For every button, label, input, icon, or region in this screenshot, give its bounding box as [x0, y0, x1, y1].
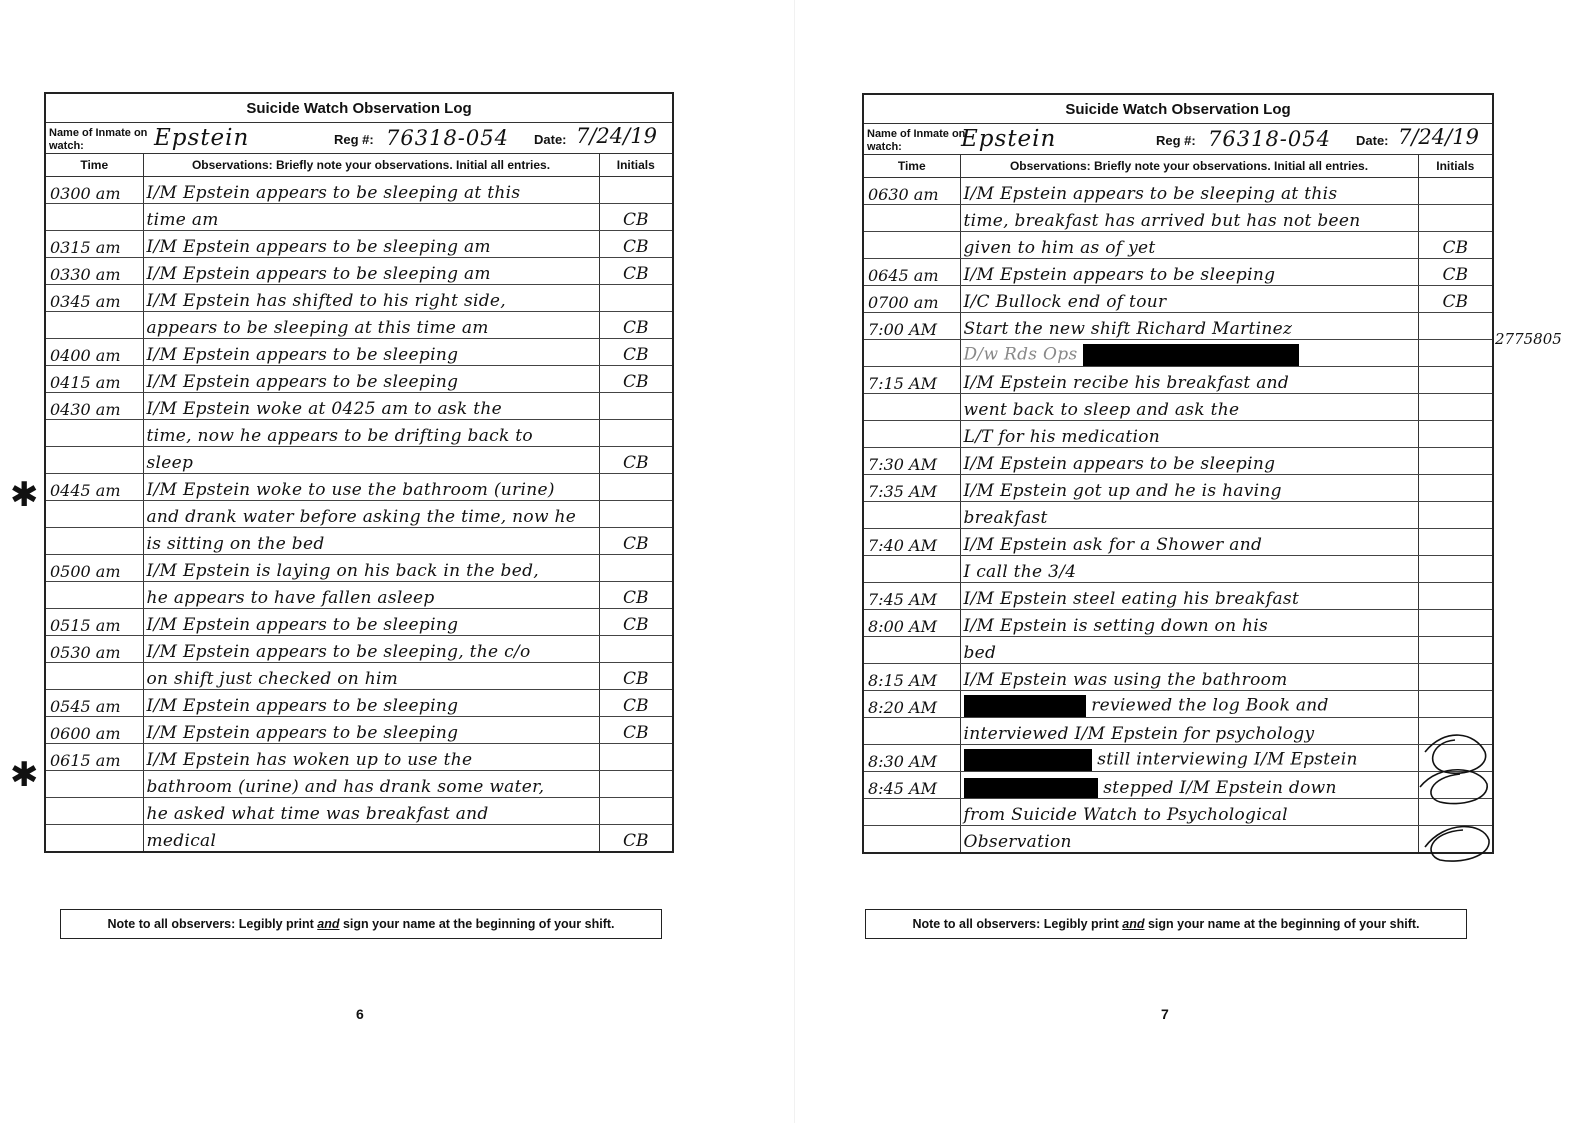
- log-row: [45, 744, 673, 771]
- entry-initials: [599, 771, 673, 798]
- entry-initials: [1418, 691, 1493, 718]
- log-row: [45, 582, 673, 609]
- entry-observation: I/M Epstein woke at 0425 am to ask the: [143, 393, 599, 420]
- entry-observation: went back to sleep and ask the: [960, 394, 1418, 421]
- log-row: [45, 528, 673, 555]
- log-row: [863, 232, 1493, 259]
- entry-observation: from Suicide Watch to Psychological: [960, 799, 1418, 826]
- observer-note: [865, 909, 1467, 939]
- entry-initials: [599, 393, 673, 420]
- entry-initials: CB: [599, 366, 673, 393]
- log-row: [45, 825, 673, 853]
- entry-observation: sleep: [143, 447, 599, 474]
- entry-time: [863, 205, 960, 232]
- entry-initials: [1418, 529, 1493, 556]
- entry-initials: [1418, 664, 1493, 691]
- log-row: [863, 367, 1493, 394]
- entry-observation: medical: [143, 825, 599, 853]
- inmate-name-value: Epstein: [154, 125, 250, 151]
- log-page-right: [795, 0, 1590, 1123]
- entry-observation: time, now he appears to be drifting back to: [143, 420, 599, 447]
- entry-observation: on shift just checked on him: [143, 663, 599, 690]
- entry-observation: I/M Epstein appears to be sleeping: [143, 717, 599, 744]
- entry-time: 0300 am: [45, 177, 143, 204]
- reg-number-value: 76318-054: [1208, 127, 1331, 151]
- page-number: 6: [356, 1006, 364, 1022]
- entry-initials: CB: [599, 690, 673, 717]
- log-row: [863, 178, 1493, 205]
- entry-time: 0345 am: [45, 285, 143, 312]
- entry-time: [45, 312, 143, 339]
- entry-observation: interviewed I/M Epstein for psychology: [960, 718, 1418, 745]
- entry-initials: [1418, 502, 1493, 529]
- entry-observation: I/M Epstein appears to be sleeping at this: [143, 177, 599, 204]
- inmate-header-row: [863, 124, 1493, 155]
- entry-observation: I/M Epstein appears to be sleeping: [960, 448, 1418, 475]
- log-row: [863, 313, 1493, 340]
- signature-scribbles: [1405, 722, 1497, 872]
- entry-observation: I/M Epstein was using the bathroom: [960, 664, 1418, 691]
- entry-time: [45, 204, 143, 231]
- entry-initials: CB: [599, 258, 673, 285]
- note-text-and: and: [317, 917, 340, 931]
- entry-observation: I/C Bullock end of tour: [960, 286, 1418, 313]
- entry-time: 0515 am: [45, 609, 143, 636]
- entry-time: [45, 798, 143, 825]
- entry-initials: CB: [599, 582, 673, 609]
- inmate-header-row: [45, 123, 673, 154]
- entry-observation: I/M Epstein has woken up to use the: [143, 744, 599, 771]
- log-row: [863, 664, 1493, 691]
- entry-time: [45, 771, 143, 798]
- log-row: [45, 447, 673, 474]
- entry-observation: L/T for his medication: [960, 421, 1418, 448]
- entry-time: 8:15 AM: [863, 664, 960, 691]
- entry-initials: [599, 285, 673, 312]
- entry-observation: I/M Epstein recibe his breakfast and: [960, 367, 1418, 394]
- entry-observation: he appears to have fallen asleep: [143, 582, 599, 609]
- entry-time: [45, 663, 143, 690]
- entry-time: [45, 825, 143, 853]
- form-title: Suicide Watch Observation Log: [45, 93, 673, 123]
- entry-time: [863, 394, 960, 421]
- redaction-block: [1083, 344, 1299, 366]
- log-row: [45, 609, 673, 636]
- entry-time: 7:40 AM: [863, 529, 960, 556]
- inmate-name-label: Name of Inmate on watch:: [867, 128, 966, 153]
- margin-asterisk-0445: ✱: [10, 475, 39, 515]
- entry-observation-redacted: [960, 340, 1418, 367]
- log-row: [863, 205, 1493, 232]
- entry-time: 8:00 AM: [863, 610, 960, 637]
- entry-observation: D/w Rds Ops: [963, 344, 1078, 365]
- log-row: [863, 772, 1493, 799]
- date-label: Date:: [534, 132, 567, 147]
- entry-initials: [1418, 178, 1493, 205]
- entry-observation: given to him as of yet: [960, 232, 1418, 259]
- date-value: 7/24/19: [576, 124, 657, 148]
- entry-initials: CB: [599, 231, 673, 258]
- margin-asterisk-0615: ✱: [10, 755, 39, 795]
- observation-log-table-right: [862, 93, 1494, 854]
- note-text-post: sign your name at the beginning of your shift.: [1144, 917, 1420, 931]
- inmate-name-label: Name of Inmate on watch:: [49, 127, 148, 152]
- log-row: [863, 583, 1493, 610]
- entry-observation: I/M Epstein has shifted to his right side,: [143, 285, 599, 312]
- entry-time: [45, 582, 143, 609]
- entry-initials: CB: [1418, 232, 1493, 259]
- observation-log-table-left: [44, 92, 674, 853]
- reg-number-label: Reg #:: [1156, 133, 1196, 148]
- log-row: [863, 259, 1493, 286]
- entry-observation: Start the new shift Richard Martinez: [960, 313, 1418, 340]
- entry-time: 0645 am: [863, 259, 960, 286]
- redaction-block: [964, 778, 1098, 798]
- entry-time: 0530 am: [45, 636, 143, 663]
- entry-initials: CB: [599, 528, 673, 555]
- log-row: [45, 771, 673, 798]
- log-row: [45, 312, 673, 339]
- page-number: 7: [1161, 1006, 1169, 1022]
- entry-initials: [1418, 205, 1493, 232]
- log-row: [863, 637, 1493, 664]
- log-row: [863, 421, 1493, 448]
- log-row: [863, 529, 1493, 556]
- entry-initials: [1418, 313, 1493, 340]
- entry-time: [45, 420, 143, 447]
- log-row: [863, 745, 1493, 772]
- entry-observation: time am: [143, 204, 599, 231]
- entry-observation: time, breakfast has arrived but has not been: [960, 205, 1418, 232]
- date-value: 7/24/19: [1398, 125, 1479, 149]
- margin-handwritten-number: 2775805: [1495, 330, 1562, 348]
- log-row: [45, 366, 673, 393]
- log-row: [863, 826, 1493, 854]
- entry-observation: I/M Epstein appears to be sleeping am: [143, 231, 599, 258]
- log-row: [45, 420, 673, 447]
- entry-time: 0630 am: [863, 178, 960, 205]
- log-row: [45, 636, 673, 663]
- entry-initials: [1418, 556, 1493, 583]
- entry-observation-redacted: [960, 772, 1418, 799]
- column-header-initials: Initials: [599, 154, 673, 177]
- entry-time: [863, 799, 960, 826]
- log-row: [863, 556, 1493, 583]
- log-row: [45, 798, 673, 825]
- entry-time: 7:00 AM: [863, 313, 960, 340]
- log-row: [863, 502, 1493, 529]
- entry-time: 8:30 AM: [863, 745, 960, 772]
- log-row: [863, 718, 1493, 745]
- log-row: [45, 339, 673, 366]
- entry-initials: CB: [599, 339, 673, 366]
- column-header-time: Time: [863, 155, 960, 178]
- log-row: [45, 258, 673, 285]
- entry-observation: I/M Epstein woke to use the bathroom (urine): [143, 474, 599, 501]
- entry-observation: is sitting on the bed: [143, 528, 599, 555]
- entry-observation: appears to be sleeping at this time am: [143, 312, 599, 339]
- entry-observation: stepped I/M Epstein down: [1103, 777, 1337, 798]
- log-row: [45, 285, 673, 312]
- entry-observation: I/M Epstein ask for a Shower and: [960, 529, 1418, 556]
- entry-initials: [599, 636, 673, 663]
- entry-time: [863, 421, 960, 448]
- entry-time: [863, 340, 960, 367]
- entry-observation: bathroom (urine) and has drank some water,: [143, 771, 599, 798]
- entry-initials: [599, 420, 673, 447]
- log-row: [45, 555, 673, 582]
- entry-time: [863, 637, 960, 664]
- entry-time: 0700 am: [863, 286, 960, 313]
- entry-initials: CB: [599, 663, 673, 690]
- entry-time: 0445 am: [45, 474, 143, 501]
- entry-observation: he asked what time was breakfast and: [143, 798, 599, 825]
- entry-initials: [599, 474, 673, 501]
- entry-time: 0500 am: [45, 555, 143, 582]
- entry-time: 0615 am: [45, 744, 143, 771]
- entry-time: [45, 528, 143, 555]
- redaction-block: [964, 749, 1092, 771]
- entry-time: 0600 am: [45, 717, 143, 744]
- entry-initials: CB: [599, 312, 673, 339]
- log-row: [45, 204, 673, 231]
- log-row: [45, 663, 673, 690]
- entry-observation: I/M Epstein is setting down on his: [960, 610, 1418, 637]
- log-row: [863, 691, 1493, 718]
- log-row: [863, 340, 1493, 367]
- form-title: Suicide Watch Observation Log: [863, 94, 1493, 124]
- entry-observation: bed: [960, 637, 1418, 664]
- log-rows-right: [863, 178, 1493, 854]
- entry-time: 0330 am: [45, 258, 143, 285]
- entry-initials: CB: [1418, 286, 1493, 313]
- entry-time: [863, 502, 960, 529]
- entry-observation: I/M Epstein got up and he is having: [960, 475, 1418, 502]
- entry-initials: CB: [599, 204, 673, 231]
- log-row: [45, 231, 673, 258]
- entry-observation: still interviewing I/M Epstein: [1097, 749, 1358, 770]
- log-row: [863, 799, 1493, 826]
- note-text-pre: Note to all observers: Legibly print: [107, 917, 318, 931]
- entry-time: 7:35 AM: [863, 475, 960, 502]
- entry-initials: [599, 177, 673, 204]
- entry-observation: I/M Epstein steel eating his breakfast: [960, 583, 1418, 610]
- entry-observation: Observation: [960, 826, 1418, 854]
- entry-time: [863, 556, 960, 583]
- log-row: [863, 448, 1493, 475]
- entry-initials: [1418, 394, 1493, 421]
- entry-observation-redacted: [960, 691, 1418, 718]
- entry-initials: [1418, 475, 1493, 502]
- log-row: [45, 177, 673, 204]
- entry-time: 0430 am: [45, 393, 143, 420]
- entry-initials: [1418, 340, 1493, 367]
- entry-initials: [599, 501, 673, 528]
- entry-initials: [1418, 610, 1493, 637]
- entry-time: 0400 am: [45, 339, 143, 366]
- column-header-initials: Initials: [1418, 155, 1493, 178]
- entry-initials: [1418, 448, 1493, 475]
- entry-initials: [1418, 367, 1493, 394]
- entry-initials: CB: [599, 609, 673, 636]
- entry-initials: [1418, 583, 1493, 610]
- redaction-block: [964, 695, 1086, 717]
- log-row: [45, 474, 673, 501]
- entry-initials: CB: [599, 717, 673, 744]
- note-text-pre: Note to all observers: Legibly print: [912, 917, 1123, 931]
- entry-observation: I/M Epstein appears to be sleeping: [143, 339, 599, 366]
- entry-initials: [1418, 421, 1493, 448]
- entry-initials: [1418, 637, 1493, 664]
- entry-observation: I/M Epstein is laying on his back in the bed,: [143, 555, 599, 582]
- entry-observation: breakfast: [960, 502, 1418, 529]
- entry-time: 7:30 AM: [863, 448, 960, 475]
- entry-time: [863, 826, 960, 854]
- entry-initials: CB: [599, 447, 673, 474]
- log-rows-left: [45, 177, 673, 853]
- log-row: [863, 286, 1493, 313]
- log-row: [863, 394, 1493, 421]
- entry-time: [863, 232, 960, 259]
- note-text-post: sign your name at the beginning of your shift.: [339, 917, 615, 931]
- log-row: [45, 717, 673, 744]
- entry-observation: and drank water before asking the time, now he: [143, 501, 599, 528]
- entry-time: 7:15 AM: [863, 367, 960, 394]
- column-header-observations: Observations: Briefly note your observations. Initial all entries.: [960, 155, 1418, 178]
- entry-time: [45, 447, 143, 474]
- entry-time: 0315 am: [45, 231, 143, 258]
- inmate-name-value: Epstein: [961, 126, 1057, 152]
- entry-initials: [599, 555, 673, 582]
- entry-time: 7:45 AM: [863, 583, 960, 610]
- date-label: Date:: [1356, 133, 1389, 148]
- entry-observation: reviewed the log Book and: [1091, 695, 1329, 716]
- log-row: [45, 690, 673, 717]
- log-row: [45, 393, 673, 420]
- entry-initials: CB: [1418, 259, 1493, 286]
- entry-time: 0415 am: [45, 366, 143, 393]
- entry-observation: I/M Epstein appears to be sleeping, the c/o: [143, 636, 599, 663]
- log-row: [863, 610, 1493, 637]
- entry-observation: I call the 3/4: [960, 556, 1418, 583]
- entry-time: 8:45 AM: [863, 772, 960, 799]
- entry-observation-redacted: [960, 745, 1418, 772]
- entry-observation: I/M Epstein appears to be sleeping: [143, 690, 599, 717]
- entry-time: [45, 501, 143, 528]
- note-text-and: and: [1122, 917, 1145, 931]
- observer-note: [60, 909, 662, 939]
- entry-observation: I/M Epstein appears to be sleeping: [960, 259, 1418, 286]
- entry-initials: [599, 798, 673, 825]
- entry-time: 0545 am: [45, 690, 143, 717]
- entry-observation: I/M Epstein appears to be sleeping: [143, 609, 599, 636]
- entry-observation: I/M Epstein appears to be sleeping am: [143, 258, 599, 285]
- column-header-time: Time: [45, 154, 143, 177]
- reg-number-label: Reg #:: [334, 132, 374, 147]
- column-header-observations: Observations: Briefly note your observations. Initial all entries.: [143, 154, 599, 177]
- entry-initials: CB: [599, 825, 673, 853]
- log-row: [863, 475, 1493, 502]
- entry-observation: I/M Epstein appears to be sleeping at this: [960, 178, 1418, 205]
- entry-observation: I/M Epstein appears to be sleeping: [143, 366, 599, 393]
- reg-number-value: 76318-054: [386, 126, 509, 150]
- entry-time: [863, 718, 960, 745]
- entry-time: 8:20 AM: [863, 691, 960, 718]
- entry-initials: [599, 744, 673, 771]
- log-row: [45, 501, 673, 528]
